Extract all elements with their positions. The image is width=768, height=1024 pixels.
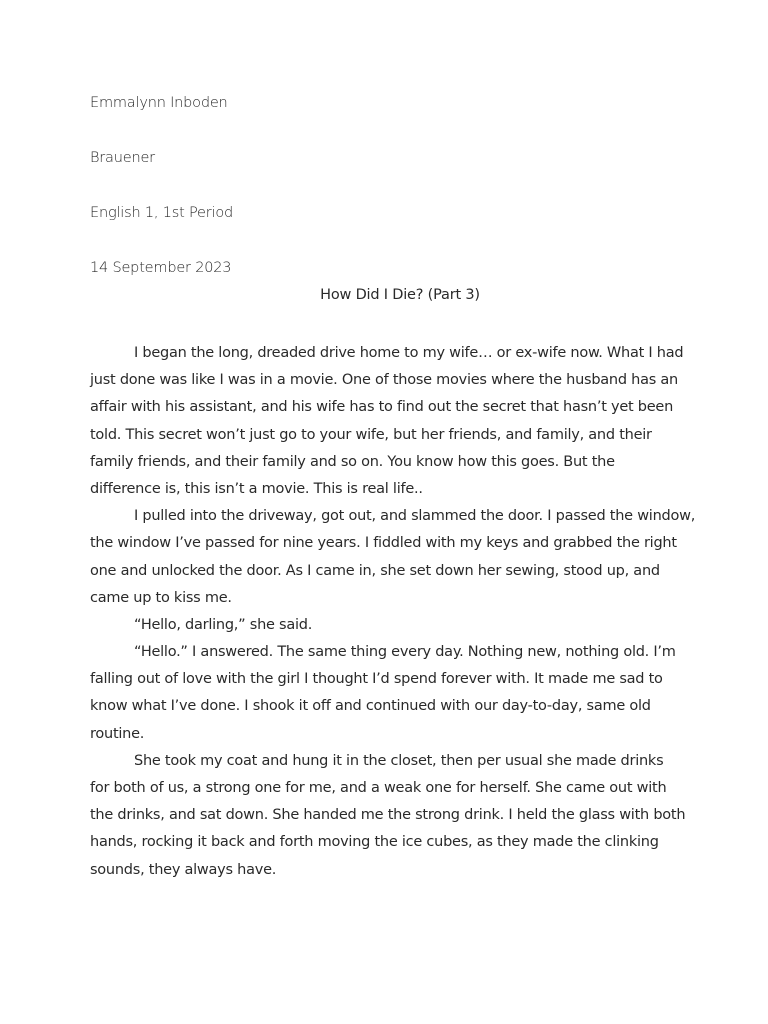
paragraph-line: for both of us, a strong one for me, and a weak one for herself. She came out with (90, 780, 667, 796)
paragraph-line: the drinks, and sat down. She handed me the strong drink. I held the glass with both (90, 807, 686, 824)
paragraph-line: She took my coat and hung it in the closet, then per usual she made drinks (134, 752, 664, 769)
essay-date: 14 September 2023 (90, 260, 232, 276)
paragraph-line: sounds, they always have. (90, 861, 277, 878)
paragraph-line: falling out of love with the girl I thought I’d spend forever with. It made me sad to (90, 671, 663, 688)
course-name: English 1, 1st Period (90, 205, 233, 221)
paragraph-line: I began the long, dreaded drive home to my wife… or ex-wife now. What I had (134, 345, 684, 361)
paragraph-line: “Hello.” I answered. The same thing every day. Nothing new, nothing old. I’m (134, 644, 676, 661)
author-name: Emmalynn Inboden (90, 95, 228, 111)
paragraph-line: I pulled into the driveway, got out, and slammed the door. I passed the window, (134, 508, 696, 525)
essay-body (90, 340, 696, 884)
paragraph-line: one and unlocked the door. As I came in, she set down her sewing, stood up, and (90, 562, 660, 579)
paragraph-line: told. This secret won’t just go to your wife, but her friends, and family, and their (90, 426, 652, 443)
teacher-name: Brauener (90, 150, 155, 166)
essay-title: How Did I Die? (Part 3) (320, 287, 480, 303)
paragraph-line: routine. (90, 725, 145, 742)
paragraph-line: “Hello, darling,” she said. (134, 616, 313, 633)
paragraph-line: hands, rocking it back and forth moving the ice cubes, as they made the clinking (90, 834, 659, 851)
paragraph-line: know what I’ve done. I shook it off and continued with our day-to-day, same old (90, 698, 651, 715)
paragraph-line: just done was like I was in a movie. One of those movies where the husband has an (90, 372, 678, 389)
paragraph-line: difference is, this isn’t a movie. This is real life.. (90, 480, 423, 497)
paragraph-line: affair with his assistant, and his wife has to find out the secret that hasn’t yet been (90, 399, 674, 416)
paragraph-line: came up to kiss me. (90, 589, 232, 606)
paragraph-line: the window I’ve passed for nine years. I fiddled with my keys and grabbed the right (90, 535, 677, 552)
paragraph-line: family friends, and their family and so on. You know how this goes. But the (90, 453, 615, 470)
